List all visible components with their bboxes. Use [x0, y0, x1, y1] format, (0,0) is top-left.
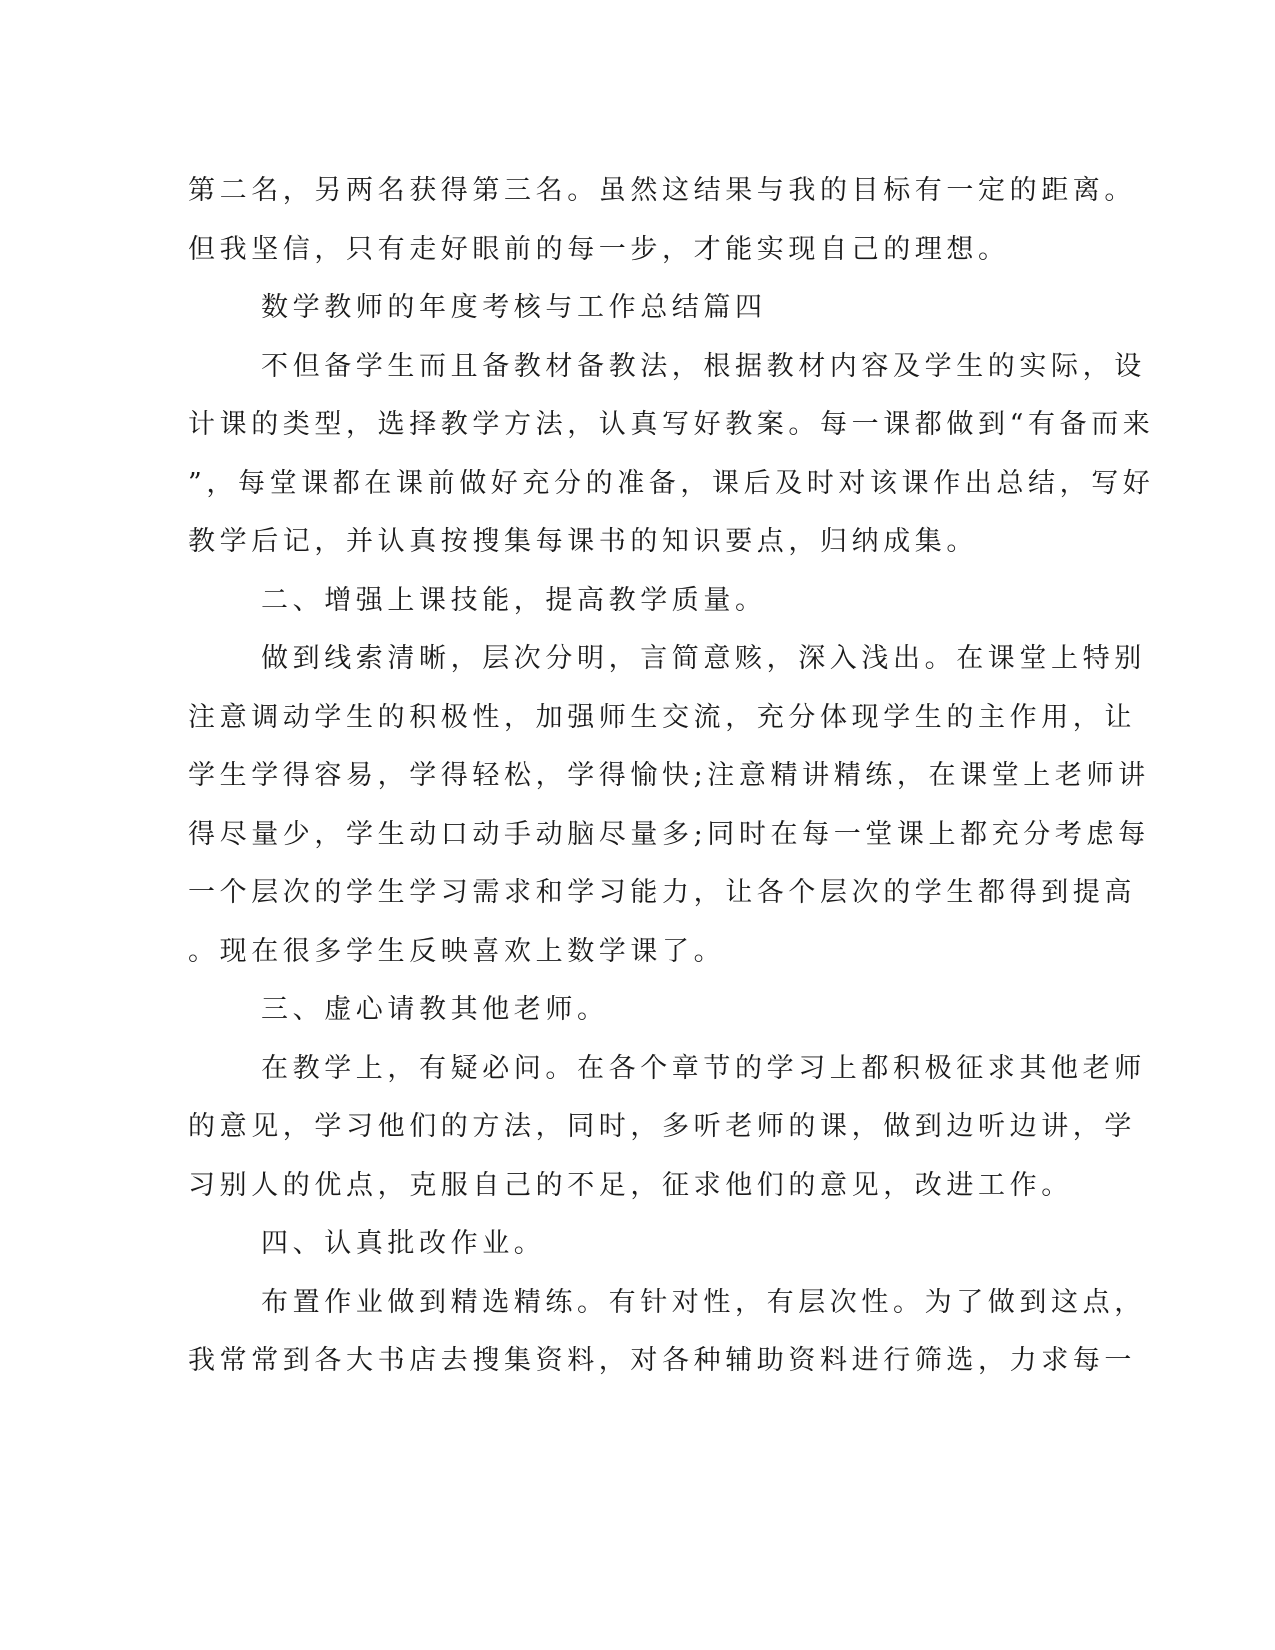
- text-line: 学生学得容易，学得轻松，学得愉快;注意精讲精练，在课堂上老师讲: [188, 760, 1150, 791]
- text-line: 一个层次的学生学习需求和学习能力，让各个层次的学生都得到提高: [188, 877, 1136, 908]
- text-line: 得尽量少，学生动口动手动脑尽量多;同时在每一堂课上都充分考虑每: [188, 818, 1150, 850]
- text-line: 在教学上，有疑必问。在各个章节的学习上都积极征求其他老师: [261, 1052, 1146, 1084]
- section-heading: 三、虚心请教其他老师。: [261, 994, 609, 1025]
- text-line: 我常常到各大书店去搜集资料，对各种辅助资料进行筛选，力求每一: [188, 1345, 1136, 1376]
- text-line: 注意调动学生的积极性，加强师生交流，充分体现学生的主作用，让: [188, 701, 1136, 733]
- text-line: 教学后记，并认真按搜集每课书的知识要点，归纳成集。: [188, 526, 978, 557]
- text-line: 布置作业做到精选精练。有针对性，有层次性。为了做到这点，: [261, 1286, 1146, 1318]
- section-heading: 数学教师的年度考核与工作总结篇四: [261, 292, 767, 323]
- section-heading: 二、增强上课技能，提高教学质量。: [261, 584, 767, 616]
- section-heading: 四、认真批改作业。: [261, 1228, 546, 1259]
- text-line: 做到线索清晰，层次分明，言简意赅，深入浅出。在课堂上特别: [261, 643, 1146, 674]
- text-line: 习别人的优点，克服自己的不足，征求他们的意见，改进工作。: [188, 1169, 1073, 1201]
- text-line: 但我坚信，只有走好眼前的每一步，才能实现自己的理想。: [188, 233, 1010, 265]
- text-line: 的意见，学习他们的方法，同时，多听老师的课，做到边听边讲，学: [188, 1111, 1136, 1142]
- text-line: 不但备学生而且备教材备教法，根据教材内容及学生的实际，设: [261, 350, 1146, 382]
- document-body: [188, 162, 1155, 1391]
- text-line: 第二名，另两名获得第三名。虽然这结果与我的目标有一定的距离。: [188, 175, 1136, 206]
- text-line: 计课的类型，选择教学方法，认真写好教案。每一课都做到“有备而来: [188, 409, 1155, 440]
- text-line: 。现在很多学生反映喜欢上数学课了。: [188, 935, 726, 967]
- text-line: ”，每堂课都在课前做好充分的准备，课后及时对该课作出总结，写好: [188, 467, 1155, 499]
